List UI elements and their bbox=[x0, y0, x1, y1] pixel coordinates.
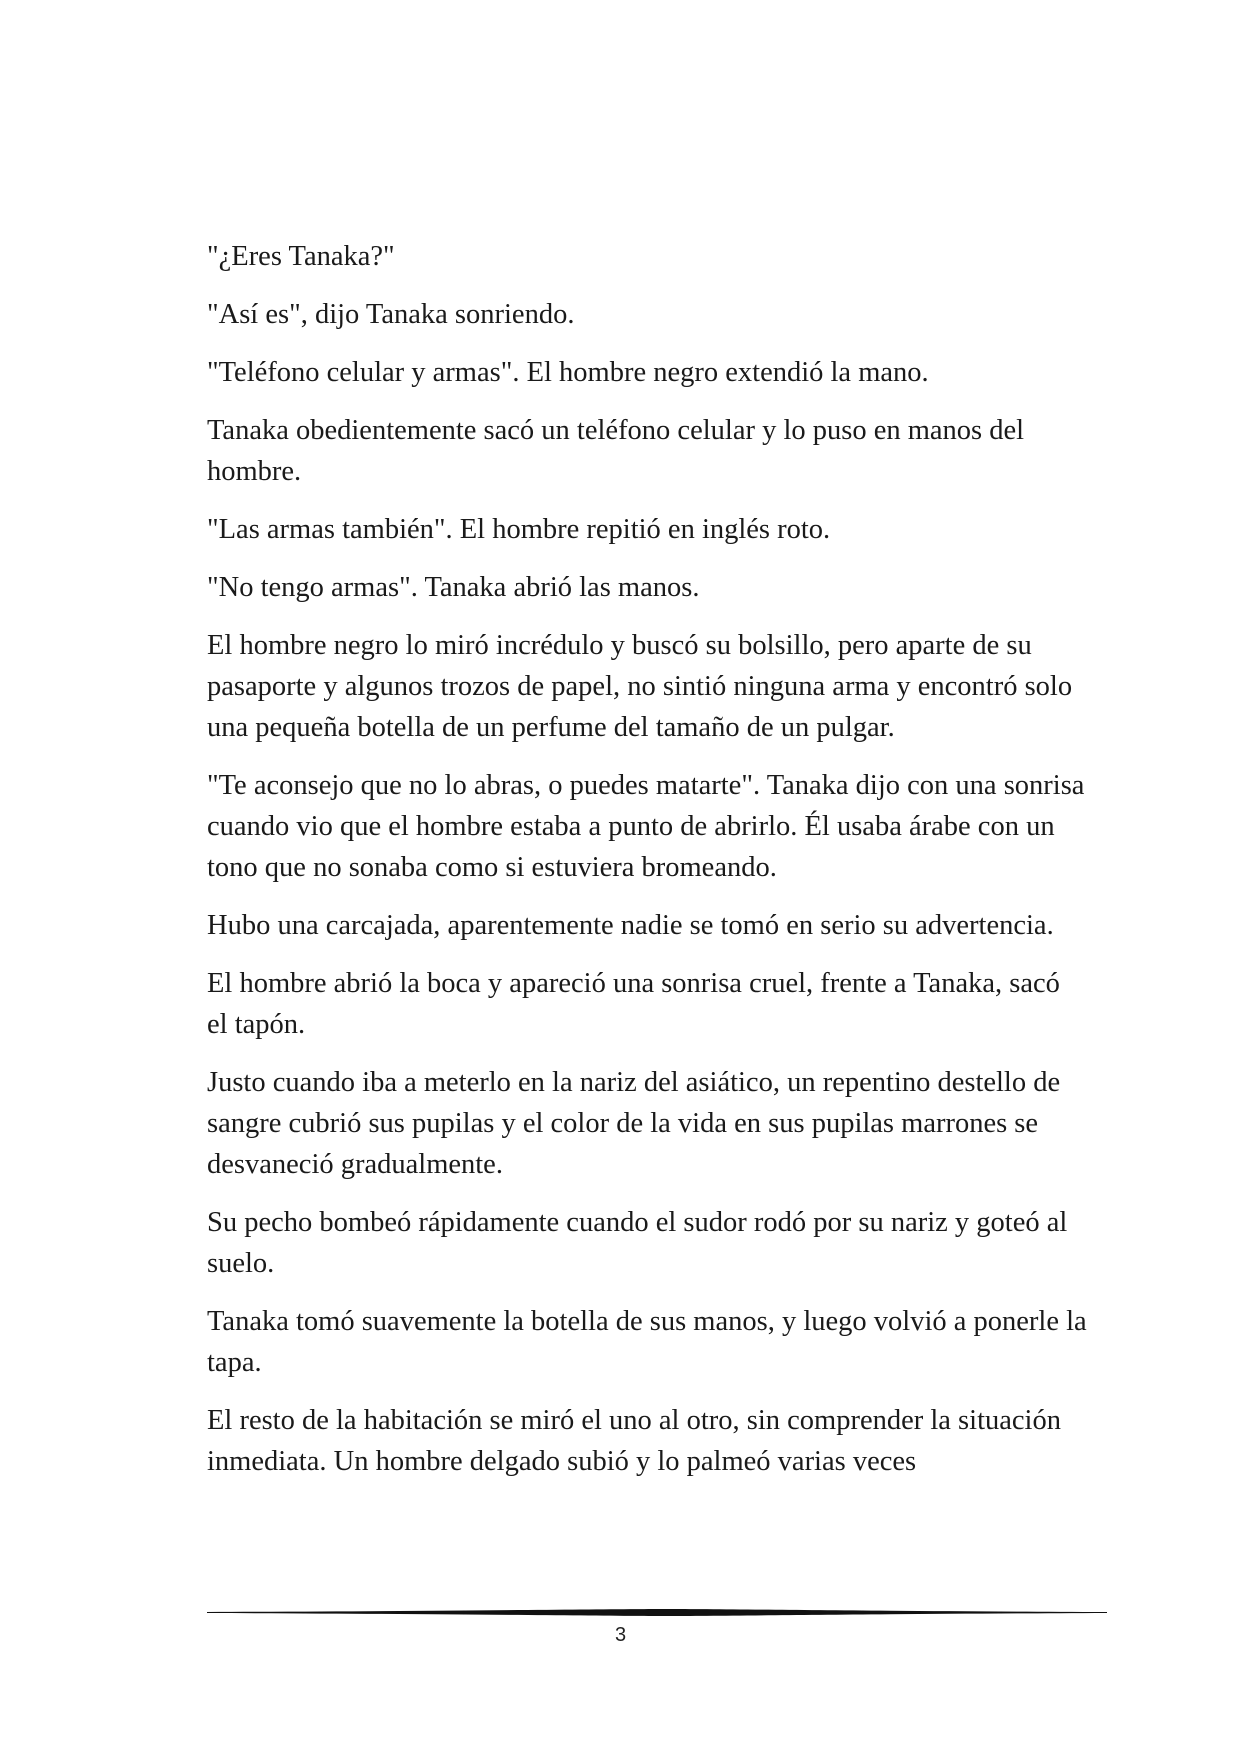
paragraph: El hombre abrió la boca y apareció una sonrisa cruel, frente a Tanaka, sacó el tapón. bbox=[207, 968, 1060, 1040]
footer-divider-stroke bbox=[207, 1609, 1107, 1616]
paragraph: "No tengo armas". Tanaka abrió las manos. bbox=[207, 572, 700, 603]
paragraph: "¿Eres Tanaka?" bbox=[207, 241, 395, 272]
paragraph: "Teléfono celular y armas". El hombre negro extendió la mano. bbox=[207, 357, 929, 388]
paragraph: "Las armas también". El hombre repitió en inglés roto. bbox=[207, 514, 831, 545]
paragraph: "Te aconsejo que no lo abras, o puedes matarte". Tanaka dijo con una sonrisa cuando vio que el hombre estaba a punto de abrirlo. Él usaba árabe con un tono que no sonaba como si estuviera bromeando. bbox=[207, 770, 1085, 883]
paragraph: Justo cuando iba a meterlo en la nariz del asiático, un repentino destello de sangre cubrió sus pupilas y el color de la vida en sus pupilas marrones se desvaneció gradualmente. bbox=[207, 1067, 1061, 1180]
paragraph: Hubo una carcajada, aparentemente nadie se tomó en serio su advertencia. bbox=[207, 910, 1054, 941]
paragraph: El resto de la habitación se miró el uno al otro, sin comprender la situación inmediata. Un hombre delgado subió y lo palmeó varias veces bbox=[207, 1405, 1061, 1477]
paragraph: "Así es", dijo Tanaka sonriendo. bbox=[207, 299, 575, 330]
body-text bbox=[207, 236, 1087, 1499]
paragraph: Tanaka obedientemente sacó un teléfono celular y lo puso en manos del hombre. bbox=[207, 415, 1025, 487]
page-number: 3 bbox=[614, 1624, 627, 1646]
paragraph: El hombre negro lo miró incrédulo y buscó su bolsillo, pero aparte de su pasaporte y algunos trozos de papel, no sintió ninguna arma y encontró solo una pequeña botella de un perfume del tamaño de un pulgar. bbox=[207, 630, 1073, 743]
paragraph: Su pecho bombeó rápidamente cuando el sudor rodó por su nariz y goteó al suelo. bbox=[207, 1207, 1068, 1279]
footer-divider bbox=[207, 1606, 1107, 1620]
paragraph: Tanaka tomó suavemente la botella de sus manos, y luego volvió a ponerle la tapa. bbox=[207, 1306, 1087, 1378]
